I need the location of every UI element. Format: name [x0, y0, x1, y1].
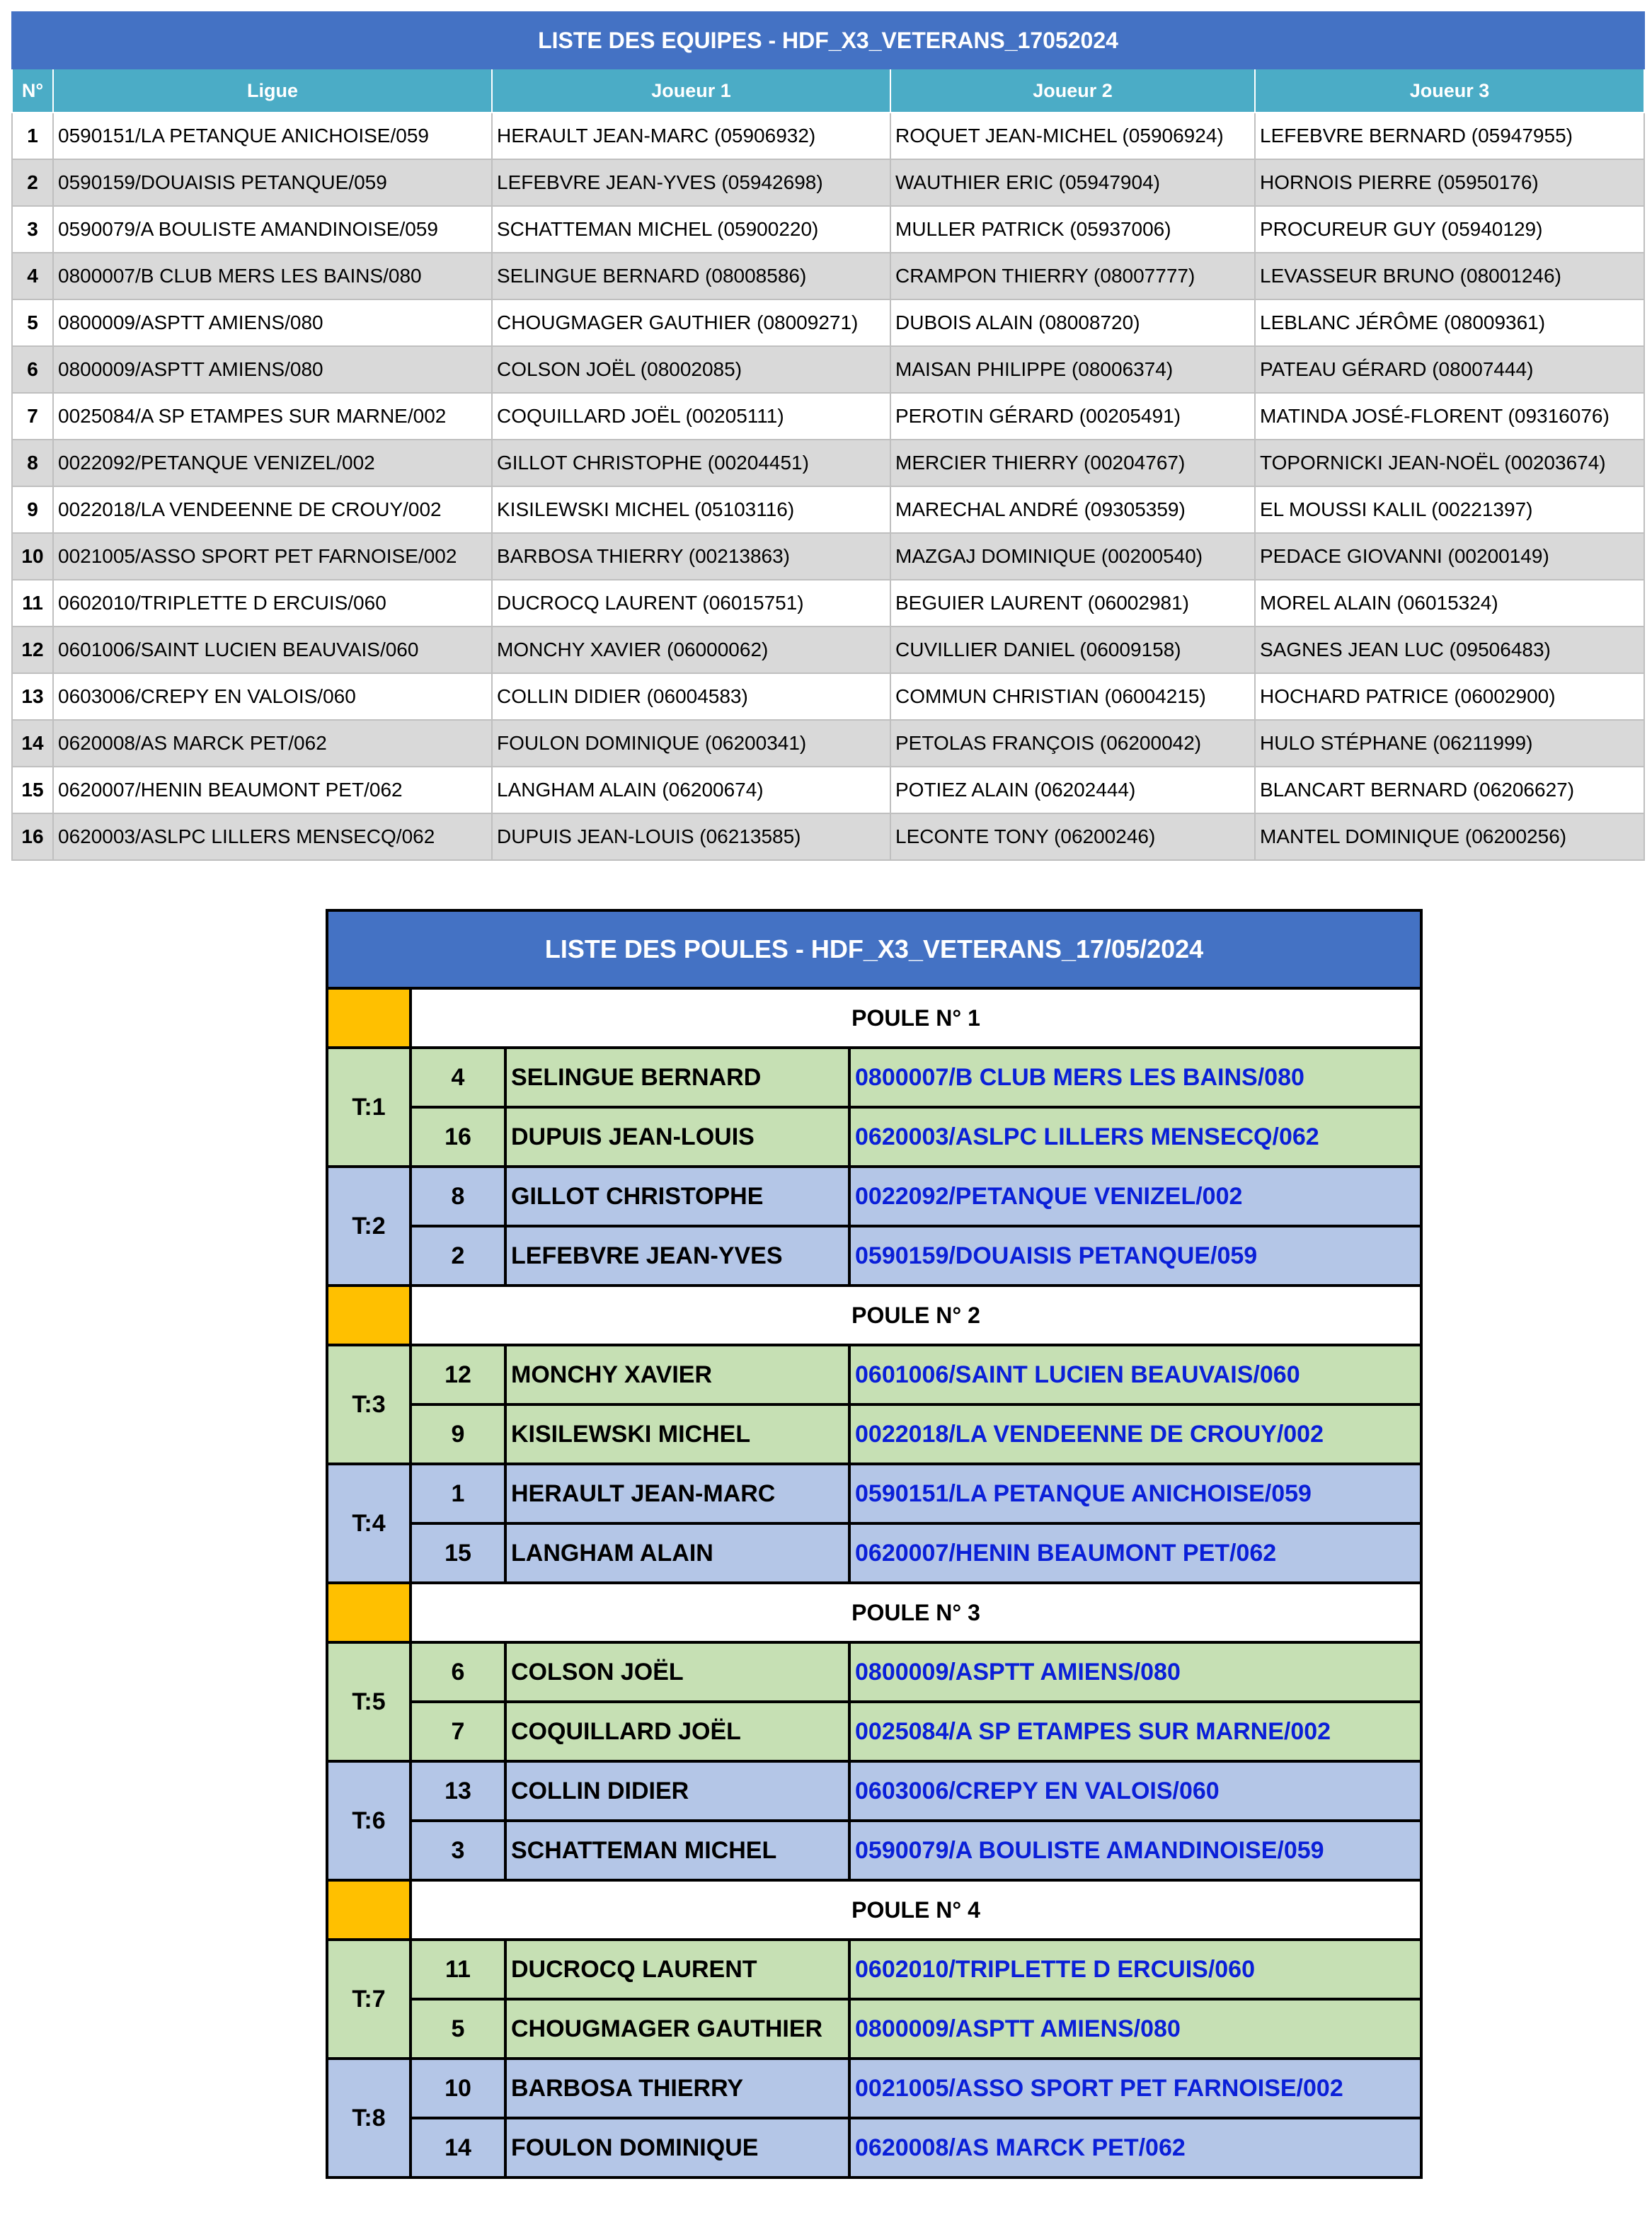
team-joueur-3: PROCUREUR GUY (05940129): [1255, 206, 1644, 253]
team-num: 13: [12, 673, 53, 720]
pool-team-captain: DUCROCQ LAURENT: [505, 1940, 849, 1999]
table-row: [12, 440, 1644, 486]
pool-team-club: 0620008/AS MARCK PET/062: [849, 2118, 1421, 2177]
teams-table: [11, 11, 1645, 861]
pool-team-number: 2: [411, 1226, 505, 1286]
team-joueur-3: EL MOUSSI KALIL (00221397): [1255, 486, 1644, 533]
pool-team-club: 0800009/ASPTT AMIENS/080: [849, 1999, 1421, 2059]
pool-team-captain: LEFEBVRE JEAN-YVES: [505, 1226, 849, 1286]
pool-team-number: 12: [411, 1345, 505, 1404]
pool-team-club: 0800009/ASPTT AMIENS/080: [849, 1642, 1421, 1702]
poule-marker: [327, 1583, 411, 1642]
pool-team-captain: DUPUIS JEAN-LOUIS: [505, 1107, 849, 1167]
pool-team-club: 0590159/DOUAISIS PETANQUE/059: [849, 1226, 1421, 1286]
poule-marker: [327, 1286, 411, 1345]
pool-team-captain: CHOUGMAGER GAUTHIER: [505, 1999, 849, 2059]
team-joueur-2: MULLER PATRICK (05937006): [890, 206, 1255, 253]
team-joueur-1: LEFEBVRE JEAN-YVES (05942698): [492, 159, 890, 206]
team-joueur-1: KISILEWSKI MICHEL (05103116): [492, 486, 890, 533]
teams-title: LISTE DES EQUIPES - HDF_X3_VETERANS_17052024: [12, 12, 1644, 69]
team-joueur-1: SCHATTEMAN MICHEL (05900220): [492, 206, 890, 253]
table-row: [12, 813, 1644, 860]
team-joueur-3: PATEAU GÉRARD (08007444): [1255, 346, 1644, 393]
team-joueur-3: LEBLANC JÉRÔME (08009361): [1255, 299, 1644, 346]
pool-team-captain: MONCHY XAVIER: [505, 1345, 849, 1404]
team-joueur-1: SELINGUE BERNARD (08008586): [492, 253, 890, 299]
team-joueur-3: HOCHARD PATRICE (06002900): [1255, 673, 1644, 720]
pool-team-number: 16: [411, 1107, 505, 1167]
pool-team-number: 3: [411, 1821, 505, 1880]
team-joueur-1: HERAULT JEAN-MARC (05906932): [492, 113, 890, 159]
pool-team-row: [327, 1048, 1421, 1107]
pool-team-captain: BARBOSA THIERRY: [505, 2059, 849, 2118]
pool-team-number: 7: [411, 1702, 505, 1761]
header-joueur-3: Joueur 3: [1255, 69, 1644, 113]
terrain-label: T:8: [327, 2059, 411, 2177]
team-joueur-2: BEGUIER LAURENT (06002981): [890, 580, 1255, 626]
team-joueur-2: MERCIER THIERRY (00204767): [890, 440, 1255, 486]
team-joueur-1: MONCHY XAVIER (06000062): [492, 626, 890, 673]
pool-team-captain: KISILEWSKI MICHEL: [505, 1404, 849, 1464]
team-joueur-1: GILLOT CHRISTOPHE (00204451): [492, 440, 890, 486]
pool-team-row: [327, 1523, 1421, 1583]
team-ligue: 0022092/PETANQUE VENIZEL/002: [53, 440, 492, 486]
pool-team-club: 0800007/B CLUB MERS LES BAINS/080: [849, 1048, 1421, 1107]
team-joueur-3: BLANCART BERNARD (06206627): [1255, 767, 1644, 813]
pool-team-captain: LANGHAM ALAIN: [505, 1523, 849, 1583]
team-joueur-3: PEDACE GIOVANNI (00200149): [1255, 533, 1644, 580]
pool-team-number: 15: [411, 1523, 505, 1583]
team-joueur-3: SAGNES JEAN LUC (09506483): [1255, 626, 1644, 673]
team-joueur-3: MOREL ALAIN (06015324): [1255, 580, 1644, 626]
pool-team-row: [327, 2118, 1421, 2177]
pool-team-captain: COLLIN DIDIER: [505, 1761, 849, 1821]
team-joueur-3: MANTEL DOMINIQUE (06200256): [1255, 813, 1644, 860]
team-num: 9: [12, 486, 53, 533]
terrain-label: T:7: [327, 1940, 411, 2059]
team-ligue: 0602010/TRIPLETTE D ERCUIS/060: [53, 580, 492, 626]
team-joueur-3: LEFEBVRE BERNARD (05947955): [1255, 113, 1644, 159]
header-ligue: Ligue: [53, 69, 492, 113]
team-joueur-3: LEVASSEUR BRUNO (08001246): [1255, 253, 1644, 299]
pool-team-club: 0620007/HENIN BEAUMONT PET/062: [849, 1523, 1421, 1583]
table-row: [12, 299, 1644, 346]
team-joueur-3: HORNOIS PIERRE (05950176): [1255, 159, 1644, 206]
pool-team-row: [327, 1107, 1421, 1167]
team-joueur-3: HULO STÉPHANE (06211999): [1255, 720, 1644, 767]
team-joueur-1: DUCROCQ LAURENT (06015751): [492, 580, 890, 626]
team-ligue: 0601006/SAINT LUCIEN BEAUVAIS/060: [53, 626, 492, 673]
poule-label: POULE N° 2: [411, 1286, 1421, 1345]
pool-team-club: 0021005/ASSO SPORT PET FARNOISE/002: [849, 2059, 1421, 2118]
pool-team-club: 0022018/LA VENDEENNE DE CROUY/002: [849, 1404, 1421, 1464]
team-joueur-2: MARECHAL ANDRÉ (09305359): [890, 486, 1255, 533]
pool-team-number: 10: [411, 2059, 505, 2118]
terrain-label: T:1: [327, 1048, 411, 1167]
team-joueur-1: COQUILLARD JOËL (00205111): [492, 393, 890, 440]
team-ligue: 0620007/HENIN BEAUMONT PET/062: [53, 767, 492, 813]
pool-team-captain: SCHATTEMAN MICHEL: [505, 1821, 849, 1880]
pool-team-number: 9: [411, 1404, 505, 1464]
pool-team-row: [327, 1464, 1421, 1523]
table-row: [12, 113, 1644, 159]
pool-team-number: 11: [411, 1940, 505, 1999]
team-joueur-1: DUPUIS JEAN-LOUIS (06213585): [492, 813, 890, 860]
team-num: 16: [12, 813, 53, 860]
team-num: 10: [12, 533, 53, 580]
pool-team-club: 0601006/SAINT LUCIEN BEAUVAIS/060: [849, 1345, 1421, 1404]
pool-team-captain: COQUILLARD JOËL: [505, 1702, 849, 1761]
table-row: [12, 159, 1644, 206]
team-joueur-2: COMMUN CHRISTIAN (06004215): [890, 673, 1255, 720]
team-joueur-1: CHOUGMAGER GAUTHIER (08009271): [492, 299, 890, 346]
team-joueur-2: PEROTIN GÉRARD (00205491): [890, 393, 1255, 440]
poule-header-row: [327, 1583, 1421, 1642]
poule-header-row: [327, 1286, 1421, 1345]
team-num: 4: [12, 253, 53, 299]
team-joueur-1: FOULON DOMINIQUE (06200341): [492, 720, 890, 767]
team-joueur-2: WAUTHIER ERIC (05947904): [890, 159, 1255, 206]
team-num: 12: [12, 626, 53, 673]
team-num: 8: [12, 440, 53, 486]
team-num: 14: [12, 720, 53, 767]
team-joueur-3: MATINDA JOSÉ-FLORENT (09316076): [1255, 393, 1644, 440]
pool-team-number: 4: [411, 1048, 505, 1107]
pool-team-row: [327, 1642, 1421, 1702]
team-ligue: 0590159/DOUAISIS PETANQUE/059: [53, 159, 492, 206]
team-joueur-1: LANGHAM ALAIN (06200674): [492, 767, 890, 813]
pool-team-row: [327, 1226, 1421, 1286]
team-joueur-2: CUVILLIER DANIEL (06009158): [890, 626, 1255, 673]
table-row: [12, 346, 1644, 393]
pool-team-row: [327, 1404, 1421, 1464]
team-ligue: 0022018/LA VENDEENNE DE CROUY/002: [53, 486, 492, 533]
team-joueur-2: POTIEZ ALAIN (06202444): [890, 767, 1255, 813]
team-ligue: 0800007/B CLUB MERS LES BAINS/080: [53, 253, 492, 299]
pool-team-club: 0590151/LA PETANQUE ANICHOISE/059: [849, 1464, 1421, 1523]
team-joueur-1: COLLIN DIDIER (06004583): [492, 673, 890, 720]
pool-team-club: 0602010/TRIPLETTE D ERCUIS/060: [849, 1940, 1421, 1999]
pool-team-captain: HERAULT JEAN-MARC: [505, 1464, 849, 1523]
team-joueur-2: MAISAN PHILIPPE (08006374): [890, 346, 1255, 393]
team-joueur-3: TOPORNICKI JEAN-NOËL (00203674): [1255, 440, 1644, 486]
pool-team-number: 13: [411, 1761, 505, 1821]
poule-marker: [327, 1880, 411, 1940]
poule-marker: [327, 988, 411, 1048]
team-joueur-2: ROQUET JEAN-MICHEL (05906924): [890, 113, 1255, 159]
team-num: 3: [12, 206, 53, 253]
poule-label: POULE N° 4: [411, 1880, 1421, 1940]
team-joueur-2: DUBOIS ALAIN (08008720): [890, 299, 1255, 346]
table-row: [12, 486, 1644, 533]
pool-team-number: 5: [411, 1999, 505, 2059]
team-joueur-1: BARBOSA THIERRY (00213863): [492, 533, 890, 580]
pool-team-row: [327, 1999, 1421, 2059]
table-row: [12, 393, 1644, 440]
table-row: [12, 533, 1644, 580]
pool-team-row: [327, 1702, 1421, 1761]
header-joueur-1: Joueur 1: [492, 69, 890, 113]
pool-team-club: 0603006/CREPY EN VALOIS/060: [849, 1761, 1421, 1821]
team-num: 11: [12, 580, 53, 626]
pool-team-row: [327, 1167, 1421, 1226]
team-ligue: 0025084/A SP ETAMPES SUR MARNE/002: [53, 393, 492, 440]
team-ligue: 0800009/ASPTT AMIENS/080: [53, 299, 492, 346]
terrain-label: T:3: [327, 1345, 411, 1464]
poule-header-row: [327, 1880, 1421, 1940]
pools-table: [326, 909, 1423, 2179]
pool-team-row: [327, 2059, 1421, 2118]
terrain-label: T:4: [327, 1464, 411, 1583]
table-row: [12, 767, 1644, 813]
team-ligue: 0021005/ASSO SPORT PET FARNOISE/002: [53, 533, 492, 580]
terrain-label: T:5: [327, 1642, 411, 1761]
terrain-label: T:6: [327, 1761, 411, 1880]
teams-header-row: [12, 69, 1644, 113]
table-row: [12, 253, 1644, 299]
team-ligue: 0590079/A BOULISTE AMANDINOISE/059: [53, 206, 492, 253]
pool-team-number: 6: [411, 1642, 505, 1702]
team-ligue: 0620008/AS MARCK PET/062: [53, 720, 492, 767]
pool-team-number: 1: [411, 1464, 505, 1523]
team-num: 5: [12, 299, 53, 346]
pools-title: LISTE DES POULES - HDF_X3_VETERANS_17/05/2024: [327, 910, 1421, 988]
pool-team-row: [327, 1761, 1421, 1821]
pool-team-club: 0590079/A BOULISTE AMANDINOISE/059: [849, 1821, 1421, 1880]
header-num: N°: [12, 69, 53, 113]
team-ligue: 0603006/CREPY EN VALOIS/060: [53, 673, 492, 720]
pool-team-row: [327, 1940, 1421, 1999]
table-row: [12, 626, 1644, 673]
pool-team-captain: SELINGUE BERNARD: [505, 1048, 849, 1107]
team-ligue: 0800009/ASPTT AMIENS/080: [53, 346, 492, 393]
pool-team-row: [327, 1345, 1421, 1404]
team-num: 6: [12, 346, 53, 393]
table-row: [12, 720, 1644, 767]
poule-label: POULE N° 1: [411, 988, 1421, 1048]
team-joueur-2: LECONTE TONY (06200246): [890, 813, 1255, 860]
pool-team-captain: COLSON JOËL: [505, 1642, 849, 1702]
pool-team-captain: GILLOT CHRISTOPHE: [505, 1167, 849, 1226]
pool-team-club: 0022092/PETANQUE VENIZEL/002: [849, 1167, 1421, 1226]
table-row: [12, 206, 1644, 253]
team-joueur-2: CRAMPON THIERRY (08007777): [890, 253, 1255, 299]
table-row: [12, 580, 1644, 626]
team-joueur-1: COLSON JOËL (08002085): [492, 346, 890, 393]
team-num: 1: [12, 113, 53, 159]
team-num: 15: [12, 767, 53, 813]
poule-label: POULE N° 3: [411, 1583, 1421, 1642]
team-num: 7: [12, 393, 53, 440]
pool-team-club: 0620003/ASLPC LILLERS MENSECQ/062: [849, 1107, 1421, 1167]
poule-header-row: [327, 988, 1421, 1048]
table-row: [12, 673, 1644, 720]
team-joueur-2: MAZGAJ DOMINIQUE (00200540): [890, 533, 1255, 580]
pool-team-number: 8: [411, 1167, 505, 1226]
pool-team-row: [327, 1821, 1421, 1880]
team-num: 2: [12, 159, 53, 206]
header-joueur-2: Joueur 2: [890, 69, 1255, 113]
terrain-label: T:2: [327, 1167, 411, 1286]
pool-team-number: 14: [411, 2118, 505, 2177]
team-joueur-2: PETOLAS FRANÇOIS (06200042): [890, 720, 1255, 767]
pool-team-captain: FOULON DOMINIQUE: [505, 2118, 849, 2177]
team-ligue: 0620003/ASLPC LILLERS MENSECQ/062: [53, 813, 492, 860]
pool-team-club: 0025084/A SP ETAMPES SUR MARNE/002: [849, 1702, 1421, 1761]
team-ligue: 0590151/LA PETANQUE ANICHOISE/059: [53, 113, 492, 159]
